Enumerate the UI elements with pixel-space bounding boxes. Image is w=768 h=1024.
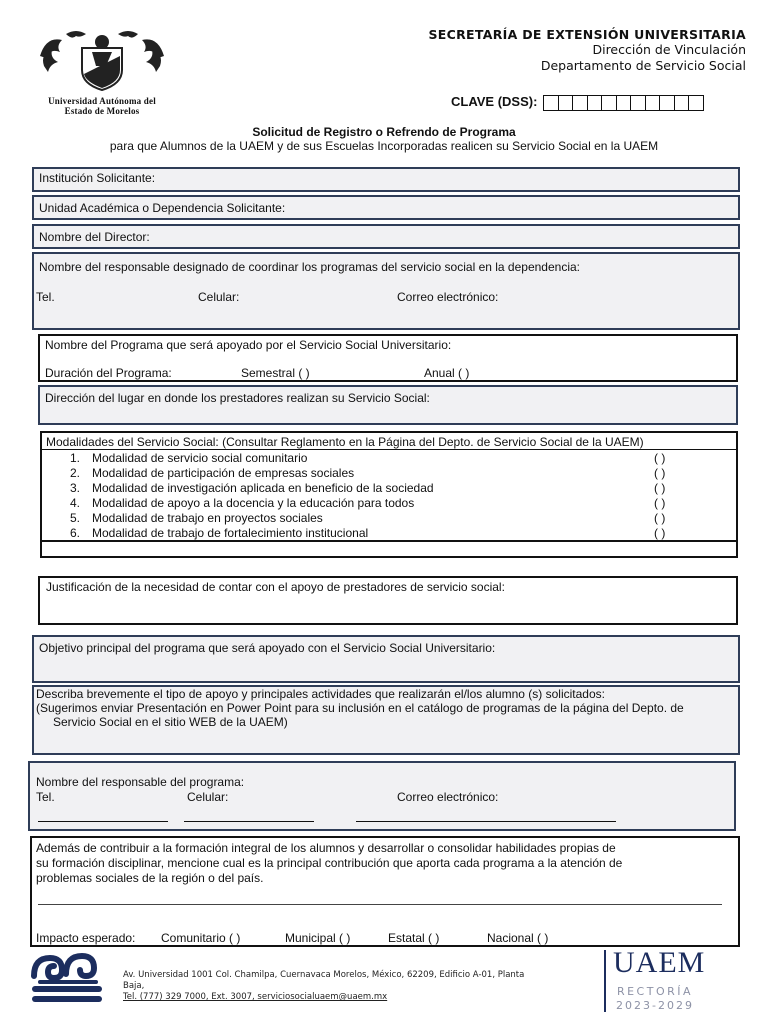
clave-box[interactable]: [688, 95, 704, 111]
servicio-social-wave-logo: [30, 952, 106, 1010]
modalidad-number: 3.: [69, 481, 80, 495]
modalidad-text: Modalidad de investigación aplicada en beneficio de la sociedad: [92, 481, 434, 495]
semestral-option[interactable]: Semestral ( ): [241, 366, 310, 380]
secretaria-heading: SECRETARÍA DE EXTENSIÓN UNIVERSITARIA: [428, 27, 746, 42]
uaem-wordmark: UAEM: [613, 946, 706, 979]
direccion-vinculacion: Dirección de Vinculación: [592, 42, 746, 57]
clave-box[interactable]: [659, 95, 675, 111]
municipal-option[interactable]: Municipal ( ): [285, 931, 351, 945]
clave-box[interactable]: [630, 95, 646, 111]
anual-option[interactable]: Anual ( ): [424, 366, 470, 380]
unidad-label: Unidad Académica o Dependencia Solicitante:: [39, 201, 286, 215]
institucion-solicitante-field[interactable]: [32, 167, 740, 192]
comunitario-option[interactable]: Comunitario ( ): [161, 931, 241, 945]
modalidad-text: Modalidad de participación de empresas sociales: [92, 466, 355, 480]
modalidad-text: Modalidad de servicio social comunitario: [92, 451, 308, 465]
modalidad-checkbox[interactable]: ( ): [654, 451, 666, 465]
nombre-programa-label: Nombre del Programa que será apoyado por el Servicio Social Universitario:: [45, 338, 452, 352]
university-name: Universidad Autónoma del Estado de Morelos: [48, 96, 156, 116]
director-field[interactable]: [32, 224, 740, 249]
contribucion-line-1: Además de contribuir a la formación integral de los alumnos y desarrollar o consolidar habilidades propias de: [36, 841, 616, 855]
celular-label: Celular:: [198, 290, 240, 304]
modalidades-bottom-divider: [42, 540, 736, 542]
modalidad-checkbox[interactable]: ( ): [654, 466, 666, 480]
nacional-option[interactable]: Nacional ( ): [487, 931, 549, 945]
clave-box[interactable]: [674, 95, 690, 111]
clave-label: CLAVE (DSS):: [451, 94, 538, 109]
direccion-lugar-label: Dirección del lugar en donde los prestadores realizan su Servicio Social:: [45, 391, 430, 405]
responsable-programa-label: Nombre del responsable del programa:: [36, 775, 245, 789]
contribucion-line-3: problemas sociales de la región o del país.: [36, 871, 264, 885]
unidad-academica-field[interactable]: [32, 195, 740, 220]
sugerimos-line-2: Servicio Social en el sitio WEB de la UAEM): [53, 715, 288, 729]
impacto-label: Impacto esperado:: [36, 931, 136, 945]
modalidad-text: Modalidad de apoyo a la docencia y la educación para todos: [92, 496, 415, 510]
modalidad-number: 4.: [69, 496, 80, 510]
duracion-label: Duración del Programa:: [45, 366, 172, 380]
clave-box[interactable]: [616, 95, 632, 111]
clave-box[interactable]: [587, 95, 603, 111]
responsable-designado-label: Nombre del responsable designado de coordinar los programas del servicio social en la dependencia:: [39, 260, 580, 274]
modalidades-divider: [42, 449, 736, 450]
modalidad-number: 2.: [69, 466, 80, 480]
modalidad-number: 1.: [69, 451, 80, 465]
correo-input-line[interactable]: [356, 821, 616, 822]
clave-box[interactable]: [645, 95, 661, 111]
modalidad-number: 5.: [69, 511, 80, 525]
director-label: Nombre del Director:: [39, 230, 150, 244]
objetivo-label: Objetivo principal del programa que será apoyado con el Servicio Social Universitario:: [39, 641, 496, 655]
form-subtitle: para que Alumnos de la UAEM y de sus Escuelas Incorporadas realicen su Servicio Social en la UAEM: [109, 139, 659, 153]
modalidad-checkbox[interactable]: ( ): [654, 526, 666, 540]
objetivo-field[interactable]: [32, 635, 740, 683]
celular-input-line[interactable]: [184, 821, 314, 822]
institucion-label: Institución Solicitante:: [39, 171, 156, 185]
footer-address: [123, 970, 613, 1003]
estatal-option[interactable]: Estatal ( ): [388, 931, 440, 945]
contribucion-line-2: su formación disciplinar, mencione cual es la principal contribución que aporta cada programa a la atención de: [36, 856, 623, 870]
address-line-2: Baja,: [123, 981, 145, 991]
clave-box[interactable]: [572, 95, 588, 111]
modalidad-checkbox[interactable]: ( ): [654, 511, 666, 525]
contribucion-field[interactable]: [30, 836, 740, 947]
modalidad-text: Modalidad de trabajo de fortalecimiento institucional: [92, 526, 369, 540]
correo-label: Correo electrónico:: [397, 790, 499, 804]
justificacion-label: Justificación de la necesidad de contar con el apoyo de prestadores de servicio social:: [46, 580, 505, 594]
form-title: Solicitud de Registro o Refrendo de Programa: [252, 125, 516, 139]
nombre-programa-field[interactable]: [38, 334, 738, 382]
clave-box[interactable]: [543, 95, 559, 111]
contribucion-input-line[interactable]: [38, 904, 722, 905]
modalidad-text: Modalidad de trabajo en proyectos sociales: [92, 511, 323, 525]
uaem-coat-of-arms-logo: [36, 26, 168, 94]
tel-label: Tel.: [36, 790, 55, 804]
rectoria-years: 2023-2029: [616, 999, 694, 1012]
responsable-programa-field[interactable]: [28, 761, 736, 831]
describa-label: Describa brevemente el tipo de apoyo y principales actividades que realizarán el/los alumno (s) solicitados:: [36, 687, 605, 701]
clave-input-boxes[interactable]: [543, 95, 703, 111]
modalidad-number: 6.: [69, 526, 80, 540]
direccion-lugar-field[interactable]: [38, 385, 738, 425]
address-line-3[interactable]: Tel. (777) 329 7000, Ext. 3007, serviciosocialuaem@uaem.mx: [123, 992, 388, 1002]
clave-box[interactable]: [601, 95, 617, 111]
footer-divider: [604, 950, 606, 1012]
tel-input-line[interactable]: [38, 821, 168, 822]
address-line-1: Av. Universidad 1001 Col. Chamilpa, Cuernavaca Morelos, México, 62209, Edificio A-01, Planta: [123, 970, 525, 980]
modalidad-checkbox[interactable]: ( ): [654, 496, 666, 510]
modalidad-checkbox[interactable]: ( ): [654, 481, 666, 495]
celular-label: Celular:: [187, 790, 229, 804]
clave-box[interactable]: [558, 95, 574, 111]
modalidades-field: [40, 431, 738, 558]
correo-label: Correo electrónico:: [397, 290, 499, 304]
describa-field[interactable]: [32, 685, 740, 755]
sugerimos-line-1: (Sugerimos enviar Presentación en Power Point para su inclusión en el catálogo de programas de la página del Depto. de: [36, 701, 684, 715]
departamento-servicio-social: Departamento de Servicio Social: [540, 58, 746, 73]
responsable-designado-field[interactable]: [32, 252, 740, 330]
tel-label: Tel.: [36, 290, 55, 304]
rectoria-label: RECTORÍA: [616, 985, 694, 998]
modalidades-header: Modalidades del Servicio Social: (Consultar Reglamento en la Página del Depto. de Servicio Social de la UAEM): [46, 435, 644, 449]
justificacion-field[interactable]: [38, 576, 738, 625]
